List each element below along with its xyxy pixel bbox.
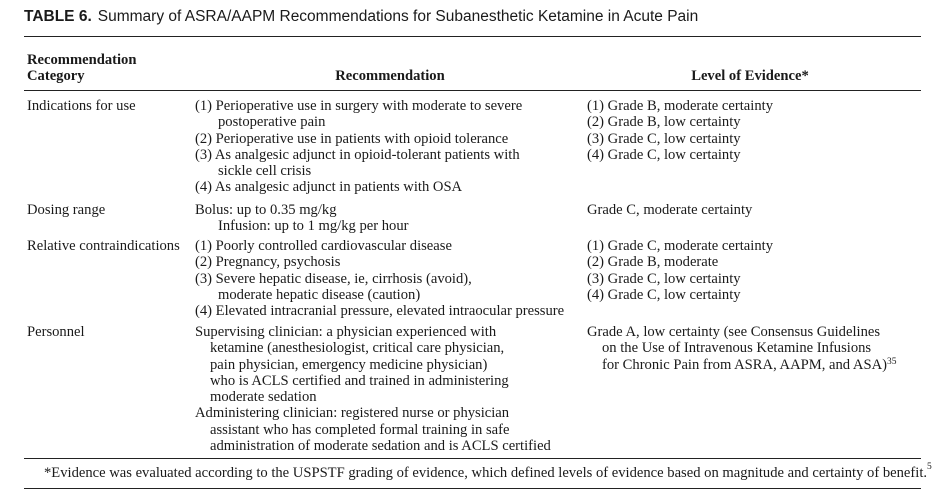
list-item: (3) Grade C, low certainty bbox=[587, 130, 741, 147]
list-item: (3) Grade C, low certainty bbox=[587, 270, 741, 287]
row-recommendation-personnel bbox=[195, 324, 585, 454]
list-item: Grade A, low certainty (see Consensus Guidelines bbox=[587, 324, 881, 340]
list-item: who is ACLS certified and trained in administering bbox=[210, 372, 509, 389]
row-category-indications: Indications for use bbox=[27, 98, 136, 114]
list-item: moderate sedation bbox=[210, 389, 317, 406]
list-item: Bolus: up to 0.35 mg/kg bbox=[195, 202, 337, 218]
list-item: administration of moderate sedation and is ACLS certified bbox=[210, 438, 551, 455]
list-item: (2) Grade B, low certainty bbox=[587, 114, 741, 131]
row-recommendation-dosing bbox=[195, 202, 585, 235]
header-rule bbox=[24, 90, 921, 91]
list-item: (1) Grade C, moderate certainty bbox=[587, 238, 773, 254]
row-evidence-indications bbox=[587, 98, 917, 163]
list-item: Infusion: up to 1 mg/kg per hour bbox=[218, 218, 409, 235]
footer-rule bbox=[24, 488, 921, 489]
list-item: on the Use of Intravenous Ketamine Infusions bbox=[602, 340, 872, 357]
row-category-dosing: Dosing range bbox=[27, 202, 106, 218]
list-item: sickle cell crisis bbox=[218, 163, 312, 180]
table-label: TABLE 6. bbox=[24, 8, 92, 25]
list-item: (1) Perioperative use in surgery with moderate to severe bbox=[195, 98, 523, 114]
list-item: (3) As analgesic adjunct in opioid-tolerant patients with bbox=[195, 146, 520, 163]
list-item: (1) Poorly controlled cardiovascular disease bbox=[195, 238, 452, 254]
list-item: Administering clinician: registered nurse or physician bbox=[195, 405, 510, 422]
header-recommendation: Recommendation bbox=[335, 68, 445, 84]
list-item: (1) Grade B, moderate certainty bbox=[587, 98, 773, 114]
header-evidence: Level of Evidence* bbox=[691, 68, 809, 84]
top-rule bbox=[24, 36, 921, 37]
table-footnote: *Evidence was evaluated according to the USPSTF grading of evidence, which defined levels of evidence based on magnitude and certainty of benefit.$^5$ bbox=[44, 462, 932, 481]
row-evidence-contraindications bbox=[587, 238, 917, 303]
list-item: assistant who has completed formal training in safe bbox=[210, 421, 510, 438]
bottom-rule bbox=[24, 458, 921, 459]
reference-35: 35 bbox=[887, 356, 897, 367]
list-item: (4) Elevated intracranial pressure, elevated intraocular pressure bbox=[195, 303, 565, 320]
list-item: (4) Grade C, low certainty bbox=[587, 286, 741, 303]
list-item: pain physician, emergency medicine physician) bbox=[210, 356, 488, 373]
list-item: (2) Pregnancy, psychosis bbox=[195, 254, 341, 271]
list-item: postoperative pain bbox=[218, 114, 326, 131]
reference-5: 5 bbox=[927, 462, 932, 472]
list-item: (4) Grade C, low certainty bbox=[587, 146, 741, 163]
row-evidence-personnel bbox=[587, 324, 917, 373]
row-evidence-dosing bbox=[587, 202, 917, 218]
row-recommendation-contraindications bbox=[195, 238, 585, 319]
list-item: (2) Grade B, moderate bbox=[587, 254, 719, 271]
row-category-personnel: Personnel bbox=[27, 324, 85, 340]
list-item: ketamine (anesthesiologist, critical care physician, bbox=[210, 340, 505, 357]
row-recommendation-indications bbox=[195, 98, 585, 196]
list-item: for Chronic Pain from ASRA, AAPM, and ASA)$^{35}$ bbox=[602, 356, 897, 373]
row-category-contraindications: Relative contraindications bbox=[27, 238, 180, 254]
header-category: Recommendation Category bbox=[27, 52, 137, 85]
table-title bbox=[24, 8, 924, 32]
list-item: (2) Perioperative use in patients with opioid tolerance bbox=[195, 130, 509, 147]
list-item: moderate hepatic disease (caution) bbox=[218, 286, 421, 303]
list-item: Supervising clinician: a physician experienced with bbox=[195, 324, 497, 340]
list-item: Grade C, moderate certainty bbox=[587, 202, 753, 218]
table-title-text: Summary of ASRA/AAPM Recommendations for Subanesthetic Ketamine in Acute Pain bbox=[97, 8, 699, 25]
list-item: (4) As analgesic adjunct in patients with OSA bbox=[195, 179, 463, 196]
list-item: (3) Severe hepatic disease, ie, cirrhosis (avoid), bbox=[195, 270, 472, 287]
